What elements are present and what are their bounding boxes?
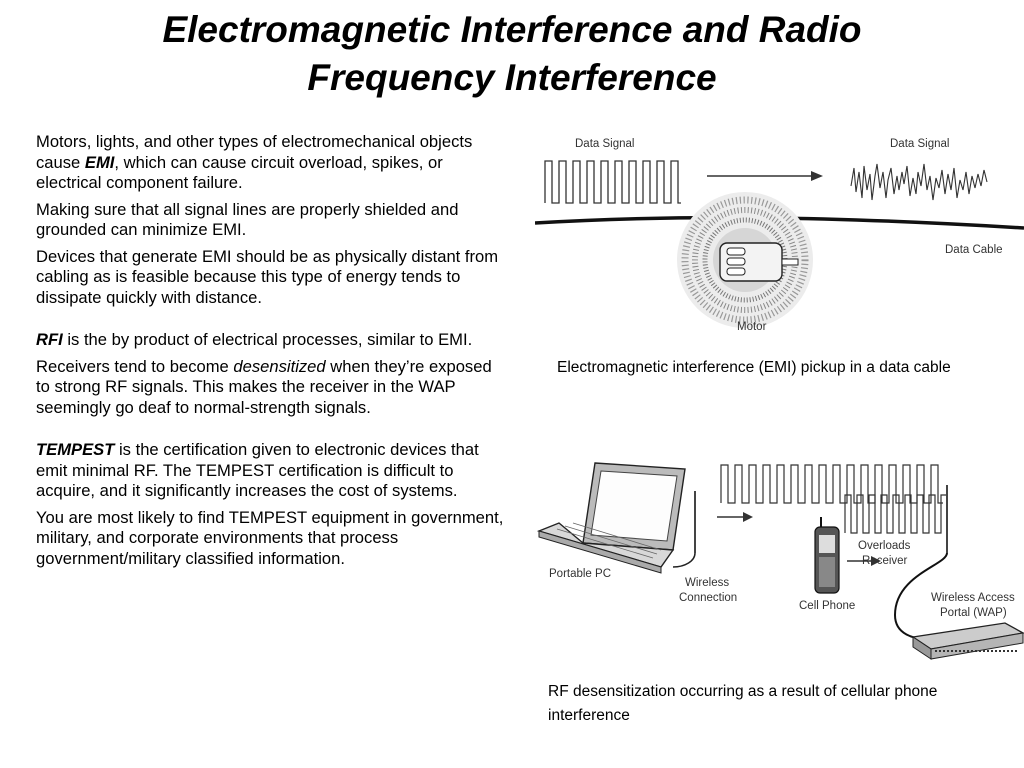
text-segment: Motors, lights, and other types of electromechanical objects cause xyxy=(36,132,473,172)
figure1-caption: Electromagnetic interference (EMI) pickup in a data cable xyxy=(557,359,951,376)
paragraph-shielding: Making sure that all signal lines are properly shielded and grounded can minimize EMI. xyxy=(36,199,459,239)
label-wap-2: Portal (WAP) xyxy=(940,607,1007,619)
arrow-icon xyxy=(717,512,753,522)
title-line-1: Electromagnetic Interference and Radio xyxy=(162,9,862,50)
arrow-icon xyxy=(707,171,823,181)
paragraph-desensitized xyxy=(36,357,506,419)
wap-device-icon xyxy=(913,623,1023,659)
clean-signal-wave xyxy=(545,161,681,203)
label-overloads-2: Receiver xyxy=(862,555,908,567)
label-data-signal-out: Data Signal xyxy=(890,138,950,150)
term-desensitized: desensitized xyxy=(233,356,326,376)
paragraph-tempest-equipment: You are most likely to find TEMPEST equipment in government, military, and corporate environments that process government/military classified information. xyxy=(36,507,504,568)
term-rfi: RFI xyxy=(36,330,63,349)
label-wireless-1: Wireless xyxy=(685,577,730,589)
text-segment: , which can cause circuit overload, spikes, or electrical component failure. xyxy=(36,152,443,192)
label-portable-pc: Portable PC xyxy=(549,568,612,580)
rf-figure xyxy=(535,455,1024,670)
label-data-cable: Data Cable xyxy=(945,244,1003,256)
motor-icon xyxy=(677,192,813,328)
figure2-caption: RF desensitization occurring as a result of cellular phone interference xyxy=(548,683,938,724)
overload-signal-wave xyxy=(721,465,943,503)
label-motor: Motor xyxy=(737,321,767,333)
cell-phone-icon xyxy=(815,517,839,593)
paragraph-emi-causes xyxy=(36,132,506,194)
term-emi: EMI xyxy=(84,152,115,172)
text-segment: when they’re exposed to strong RF signals. This makes the receiver in the WAP seemingly go deaf to normal-strength signals. xyxy=(36,356,492,417)
body-text xyxy=(36,132,506,575)
label-overloads-1: Overloads xyxy=(858,540,911,552)
text-segment: is the certification given to electronic devices that emit minimal RF. The TEMPEST certification is difficult to acquire, and it significantly increases the cost of systems. xyxy=(36,440,479,500)
text-segment: is the by product of electrical processes, similar to EMI. xyxy=(62,330,473,349)
slide-title xyxy=(0,6,1024,102)
label-wireless-2: Connection xyxy=(679,592,738,604)
noisy-signal-wave xyxy=(851,164,987,200)
paragraph-tempest xyxy=(36,440,506,502)
emi-figure xyxy=(535,128,1024,340)
label-cell-phone: Cell Phone xyxy=(799,600,856,612)
paragraph-rfi xyxy=(36,330,506,351)
label-wap-1: Wireless Access xyxy=(931,592,1015,604)
portable-pc-icon xyxy=(539,463,685,573)
text-segment: Receivers tend to become xyxy=(36,356,234,376)
term-tempest: TEMPEST xyxy=(36,440,115,459)
paragraph-distance: Devices that generate EMI should be as physically distant from cabling as is feasible because this type of energy tends to dissipate quickly with distance. xyxy=(36,246,499,307)
label-data-signal-in: Data Signal xyxy=(575,138,635,150)
title-line-2: Frequency Interference xyxy=(307,57,717,98)
